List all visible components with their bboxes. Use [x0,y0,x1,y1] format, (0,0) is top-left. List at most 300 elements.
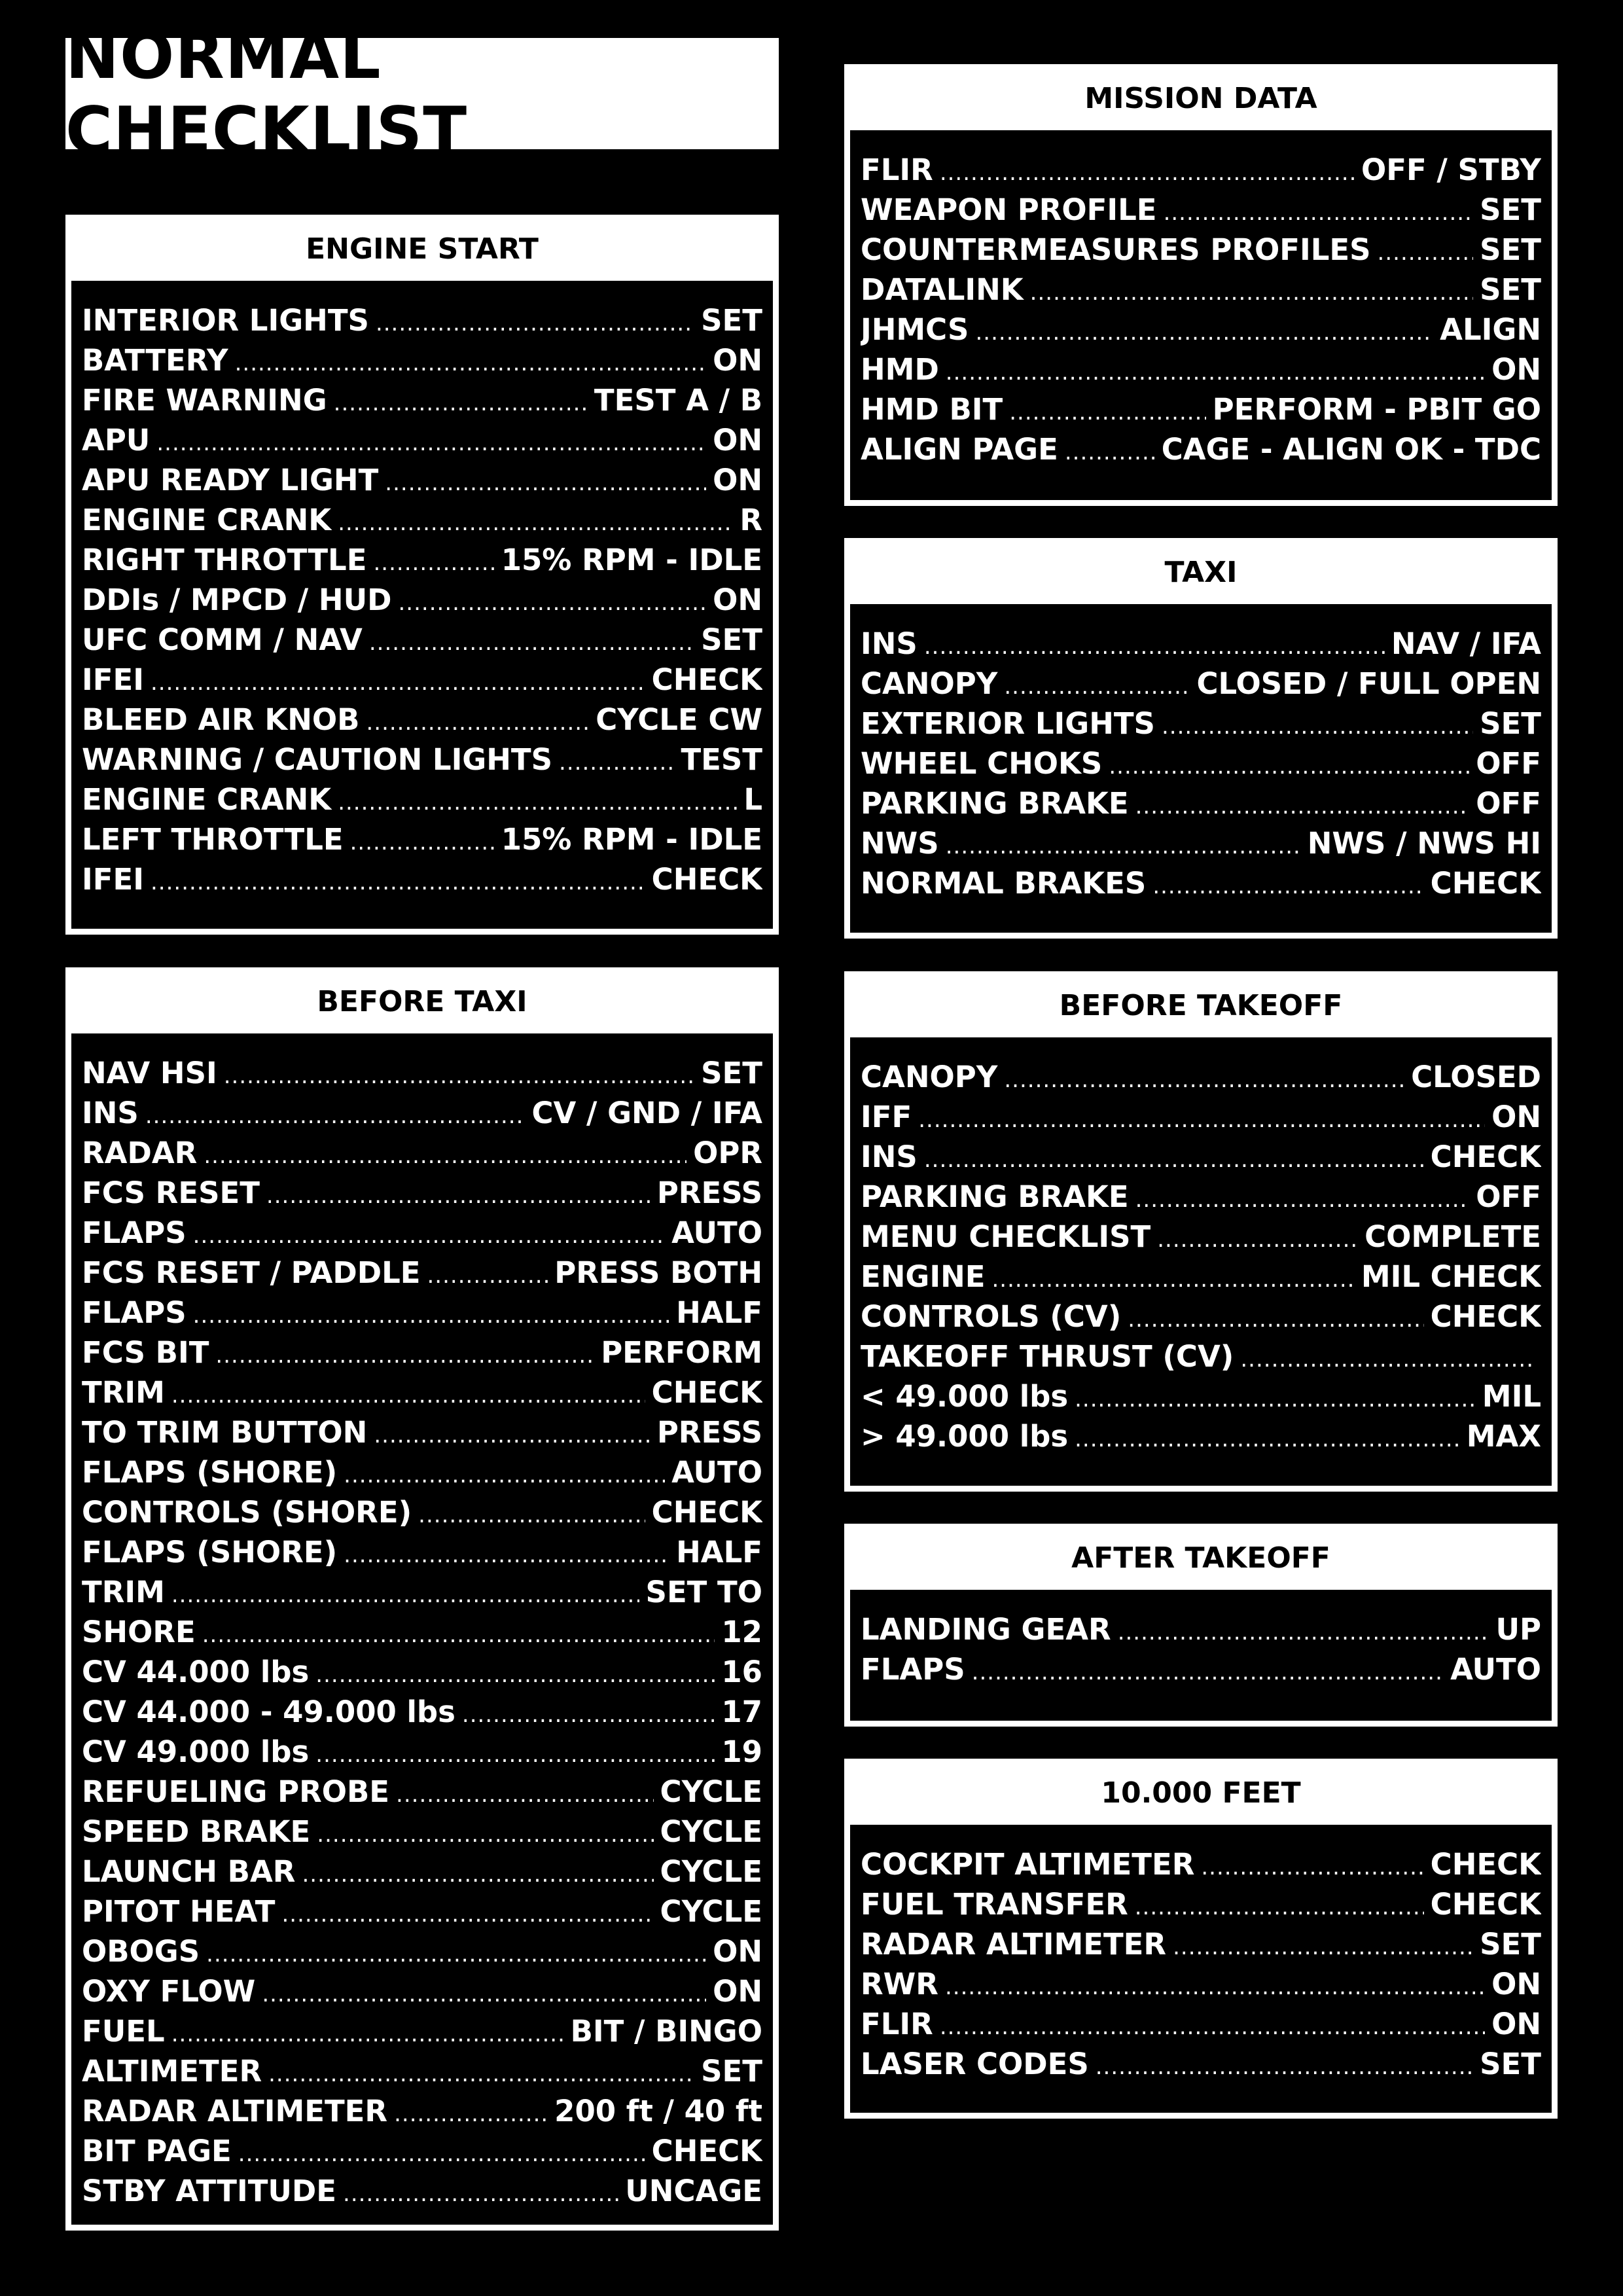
checklist-row [82,300,762,340]
checklist-item-label: INTERIOR LIGHTS [82,303,369,338]
checklist-item-value: ON [1491,2007,1541,2041]
checklist-item-label: OXY FLOW [82,1974,256,2009]
checklist-row [82,1213,762,1253]
dot-leader [281,1895,653,1931]
checklist-row [861,1964,1541,2004]
panel-mission-data [844,64,1558,506]
checklist-item-label: SHORE [82,1615,196,1649]
checklist-body [850,130,1552,500]
checklist-row [861,624,1541,664]
checklist-row [861,1609,1541,1649]
dot-leader [262,1975,706,2011]
checklist-row [861,150,1541,190]
dot-leader [334,384,588,420]
checklist-item-value: MAX [1466,1419,1541,1454]
dot-leader [151,863,645,899]
dot-leader [1164,193,1474,230]
checklist-row [82,1812,762,1852]
checklist-row [82,2131,762,2171]
checklist-item-value: SET [701,1056,762,1090]
dot-leader [338,503,733,540]
checklist-item-label: CONTROLS (SHORE) [82,1495,412,1530]
checklist-item-value: TEST [681,742,762,777]
checklist-item-value: 19 [721,1734,762,1769]
checklist-item-label: NAV HSI [82,1056,217,1090]
checklist-item-value: TEST A / B [594,383,762,418]
checklist-item-value: SET [1480,2047,1541,2081]
checklist-row [82,620,762,660]
checklist-row [861,664,1541,704]
checklist-item-label: CONTROLS (CV) [861,1299,1122,1334]
dot-leader [373,543,494,580]
dot-leader [145,1096,526,1133]
checklist-item-label: FLIR [861,152,933,187]
panel-header: AFTER TAKEOFF [850,1530,1552,1590]
checklist-item-value: ON [1491,352,1541,387]
checklist-item-label: FUEL TRANSFER [861,1887,1128,1922]
checklist-item-label: CANOPY [861,666,998,701]
checklist-item-value: ON [713,1974,762,2009]
checklist-row [861,1137,1541,1177]
checklist-row [861,270,1541,310]
checklist-row [861,1376,1541,1416]
panel-after-takeoff [844,1524,1558,1727]
checklist-row [82,1971,762,2011]
checklist-item-value: CYCLE [660,1894,762,1929]
dot-leader [344,1535,669,1572]
dot-leader [317,1815,653,1852]
checklist-item-value: CHECK [1430,1887,1541,1922]
checklist-item-label: INS [82,1096,139,1130]
dot-leader [1128,1300,1423,1336]
checklist-item-value: ALIGN [1440,312,1541,347]
checklist-item-label: PARKING BRAKE [861,786,1129,821]
panel-before-takeoff [844,971,1558,1492]
checklist-item-value: SET [1480,1927,1541,1962]
checklist-item-label: ALIGN PAGE [861,432,1058,467]
dot-leader [1075,1380,1476,1416]
dot-leader [266,1176,651,1213]
checklist-row [82,340,762,380]
checklist-item-value: MIL [1482,1379,1541,1414]
checklist-item-label: LASER CODES [861,2047,1089,2081]
checklist-row [861,1297,1541,1336]
dot-leader [204,1136,687,1173]
dot-leader [1004,667,1190,704]
checklist-item-value: 16 [721,1655,762,1689]
checklist-row [82,1492,762,1532]
checklist-item-label: FCS RESET [82,1175,260,1210]
checklist-item-value: 200 ft / 40 ft [554,2094,762,2128]
checklist-item-value: ON [713,423,762,457]
checklist-item-label: ALTIMETER [82,2054,262,2089]
checklist-body [71,281,773,929]
checklist-row [82,1892,762,1931]
checklist-item-label: EXTERIOR LIGHTS [861,706,1155,741]
dot-leader [1065,433,1155,469]
checklist-body [850,1825,1552,2113]
checklist-row [861,2044,1541,2084]
checklist-item-label: BLEED AIR KNOB [82,702,360,737]
checklist-item-value: L [743,782,762,817]
checklist-item-value: 15% RPM - IDLE [501,822,762,857]
checklist-row [82,460,762,500]
dot-leader [1135,787,1470,823]
checklist-item-value: ON [713,583,762,617]
dot-leader [975,313,1433,350]
dot-leader [394,2094,548,2131]
checklist-row [82,1333,762,1372]
dot-leader [924,627,1385,664]
dot-leader [991,1260,1354,1297]
checklist-row [861,1336,1541,1376]
checklist-row [861,389,1541,429]
checklist-item-label: FCS RESET / PADDLE [82,1255,421,1290]
dot-leader [369,623,694,660]
checklist-row [82,2011,762,2051]
checklist-item-label: NWS [861,826,939,861]
checklist-row [82,580,762,620]
dot-leader [1030,273,1473,310]
checklist-item-label: IFF [861,1100,912,1134]
checklist-item-value: 17 [721,1695,762,1729]
checklist-item-value: SET TO [645,1575,762,1609]
dot-leader [1162,707,1473,744]
checklist-row [861,429,1541,469]
checklist-item-label: IFEI [82,862,144,897]
checklist-row [82,1412,762,1452]
checklist-item-value: CAGE - ALIGN OK - TDC [1161,432,1541,467]
checklist-row [82,1452,762,1492]
checklist-item-value: PERFORM - PBIT GO [1212,392,1541,427]
checklist-item-label: ENGINE CRANK [82,782,332,817]
checklist-row [82,1173,762,1213]
checklist-item-value: OFF [1476,746,1541,781]
checklist-item-value: CHECK [651,1375,762,1410]
checklist-item-label: RIGHT THROTTLE [82,543,367,577]
checklist-item-label: FIRE WARNING [82,383,327,418]
checklist-item-label: JHMCS [861,312,969,347]
checklist-item-label: NORMAL BRAKES [861,866,1147,901]
checklist-item-value: CHECK [1430,1139,1541,1174]
dot-leader [376,304,694,340]
checklist-item-label: ENGINE [861,1259,986,1294]
checklist-item-value: HALF [676,1535,762,1570]
checklist-item-value: CHECK [1430,1299,1541,1334]
checklist-body [850,1037,1552,1486]
checklist-item-value: CHECK [651,2134,762,2168]
checklist-item-value: HALF [676,1295,762,1330]
dot-leader [374,1416,650,1452]
checklist-item-label: COCKPIT ALTIMETER [861,1847,1195,1882]
checklist-item-value: CHECK [1430,866,1541,901]
checklist-row [82,1253,762,1293]
dot-leader [1135,1888,1424,1924]
checklist-item-label: RWR [861,1967,938,2001]
checklist-item-label: FLIR [861,2007,933,2041]
checklist-item-label: DDIs / MPCD / HUD [82,583,392,617]
checklist-row [861,704,1541,744]
checklist-item-label: RADAR ALTIMETER [861,1927,1167,1962]
panel-header: BEFORE TAKEOFF [850,977,1552,1037]
checklist-item-value: SET [701,622,762,657]
dot-leader [396,1775,654,1812]
checklist-item-label: WEAPON PROFILE [861,192,1157,227]
dot-leader [1152,867,1423,903]
dot-leader [1118,1613,1489,1649]
dot-leader [385,463,706,500]
dot-leader [1135,1180,1470,1217]
checklist-item-value: CYCLE [660,1814,762,1849]
checklist-item-value: SET [1480,272,1541,307]
checklist-item-label: OBOGS [82,1934,200,1969]
checklist-item-value: CHECK [1430,1847,1541,1882]
dot-leader [171,2015,564,2051]
checklist-item-label: PITOT HEAT [82,1894,276,1929]
dot-leader [315,1735,715,1772]
dot-leader [945,1967,1485,2004]
dot-leader [338,783,737,819]
checklist-item-value: CYCLE [660,1854,762,1889]
checklist-row [82,740,762,780]
checklist-item-value: OPR [693,1136,762,1170]
checklist-item-label: TAKEOFF THRUST (CV) [861,1339,1234,1374]
checklist-item-value: ON [713,343,762,378]
checklist-row [82,1133,762,1173]
dot-leader [350,823,495,859]
dot-leader [1157,1220,1358,1257]
dot-leader [940,2007,1485,2044]
checklist-item-value: PRESS [656,1175,762,1210]
dot-leader [1240,1340,1535,1376]
dot-leader [559,743,674,780]
checklist-row [82,1732,762,1772]
dot-leader [344,1456,665,1492]
checklist-item-value: CHECK [651,662,762,697]
checklist-item-value: SET [1480,706,1541,741]
panel-taxi [844,538,1558,939]
dot-leader [946,827,1301,863]
checklist-item-value: SET [1480,232,1541,267]
checklist-row [861,2004,1541,2044]
checklist-row [861,1177,1541,1217]
dot-leader [918,1100,1485,1137]
checklist-item-value: PRESS BOTH [554,1255,762,1290]
checklist-item-value: SET [701,2054,762,2089]
checklist-row [82,380,762,420]
checklist-item-value: OFF [1476,1179,1541,1214]
dot-leader [268,2054,694,2091]
checklist-item-label: LEFT THROTTLE [82,822,344,857]
checklist-body [850,1590,1552,1721]
checklist-row [82,1532,762,1572]
panel-10000-feet [844,1759,1558,2119]
dot-leader [343,2174,618,2211]
checklist-item-label: < 49.000 lbs [861,1379,1069,1414]
checklist-item-label: CV 44.000 lbs [82,1655,310,1689]
checklist-row [82,1931,762,1971]
checklist-row [861,1649,1541,1689]
checklist-item-label: > 49.000 lbs [861,1419,1069,1454]
checklist-item-label: UFC COMM / NAV [82,622,363,657]
checklist-item-value: COMPLETE [1364,1219,1541,1254]
checklist-row [82,1772,762,1812]
checklist-item-label: HMD [861,352,939,387]
checklist-row [82,1612,762,1652]
checklist-item-value: NAV / IFA [1391,626,1541,661]
checklist-item-label: FLAPS (SHORE) [82,1535,338,1570]
dot-leader [193,1216,665,1253]
dot-leader [946,353,1485,389]
checklist-item-label: CV 44.000 - 49.000 lbs [82,1695,455,1729]
dot-leader [972,1653,1444,1689]
dot-leader [206,1935,706,1971]
dot-leader [151,663,645,700]
checklist-item-value: CHECK [651,862,762,897]
checklist-item-value: OFF / STBY [1361,152,1541,187]
checklist-row [82,1053,762,1093]
checklist-item-label: FLAPS [82,1215,187,1250]
checklist-item-label: APU READY LIGHT [82,463,379,497]
checklist-item-label: SPEED BRAKE [82,1814,311,1849]
checklist-item-label: FUEL [82,2014,165,2049]
checklist-item-value: UP [1495,1612,1541,1647]
checklist-item-label: FCS BIT [82,1335,209,1370]
checklist-row [82,1652,762,1692]
dot-leader [171,1376,645,1412]
checklist-item-label: CV 49.000 lbs [82,1734,310,1769]
checklist-item-value: CYCLE CW [596,702,762,737]
checklist-row [82,2091,762,2131]
checklist-item-label: BIT PAGE [82,2134,232,2168]
page-title: NORMAL CHECKLIST [65,38,779,149]
checklist-item-value: CYCLE [660,1774,762,1809]
checklist-row [82,540,762,580]
checklist-item-label: FLAPS [82,1295,187,1330]
dot-leader [171,1575,639,1612]
dot-leader [1378,233,1474,270]
dot-leader [235,344,707,380]
checklist-item-label: IFEI [82,662,144,697]
panel-header: ENGINE START [71,221,773,281]
checklist-row [82,500,762,540]
checklist-item-label: INS [861,626,918,661]
checklist-item-label: DATALINK [861,272,1024,307]
checklist-row [861,863,1541,903]
panel-engine-start [65,215,779,935]
checklist-item-value: AUTO [671,1215,762,1250]
dot-leader [202,1615,715,1652]
dot-leader [315,1655,715,1692]
checklist-item-value: SET [1480,192,1541,227]
dot-leader [302,1855,653,1892]
checklist-item-value: ON [713,1934,762,1969]
checklist-row [861,1884,1541,1924]
checklist-row [861,230,1541,270]
checklist-item-label: STBY ATTITUDE [82,2174,337,2208]
checklist-item-value: PERFORM [601,1335,762,1370]
checklist-item-value: ON [713,463,762,497]
checklist-item-label: TRIM [82,1575,165,1609]
checklist-row [82,1293,762,1333]
dot-leader [215,1336,594,1372]
dot-leader [156,423,706,460]
checklist-item-value: CLOSED / FULL OPEN [1196,666,1541,701]
checklist-item-label: LANDING GEAR [861,1612,1111,1647]
dot-leader [193,1296,669,1333]
checklist-row [861,190,1541,230]
checklist-row [82,1372,762,1412]
checklist-item-label: REFUELING PROBE [82,1774,390,1809]
checklist-item-label: BATTERY [82,343,228,378]
dot-leader [1096,2047,1473,2084]
dot-leader [462,1695,715,1732]
checklist-item-value: AUTO [671,1455,762,1490]
dot-leader [427,1256,548,1293]
checklist-row [861,1257,1541,1297]
checklist-item-label: HMD BIT [861,392,1003,427]
checklist-item-value: PRESS [656,1415,762,1450]
checklist-row [861,823,1541,863]
dot-leader [1109,747,1469,783]
dot-leader [398,583,706,620]
checklist-item-value: BIT / BINGO [570,2014,762,2049]
checklist-row [82,1572,762,1612]
checklist-row [82,1093,762,1133]
dot-leader [418,1496,645,1532]
checklist-item-value: 12 [721,1615,762,1649]
checklist-item-value: CLOSED [1411,1060,1541,1094]
checklist-row [82,700,762,740]
checklist-item-value: SET [701,303,762,338]
checklist-item-value: OFF [1476,786,1541,821]
checklist-item-value: MIL CHECK [1361,1259,1541,1294]
panel-header: 10.000 FEET [850,1765,1552,1825]
checklist-row [82,819,762,859]
checklist-item-value: R [740,503,762,537]
checklist-item-label: RADAR [82,1136,198,1170]
dot-leader [1009,393,1205,429]
checklist-row [82,1852,762,1892]
panel-header: MISSION DATA [850,70,1552,130]
checklist-item-label: PARKING BRAKE [861,1179,1129,1214]
dot-leader [1075,1420,1460,1456]
dot-leader [238,2134,645,2171]
checklist-row [861,310,1541,350]
checklist-item-value: CHECK [651,1495,762,1530]
checklist-body [71,1033,773,2225]
checklist-item-label: INS [861,1139,918,1174]
panel-header: TAXI [850,544,1552,604]
checklist-row [82,660,762,700]
checklist-row [82,420,762,460]
dot-leader [924,1140,1424,1177]
checklist-item-label: TRIM [82,1375,165,1410]
checklist-item-value: UNCAGE [625,2174,762,2208]
checklist-row [861,350,1541,389]
checklist-item-label: CANOPY [861,1060,998,1094]
checklist-item-value: 15% RPM - IDLE [501,543,762,577]
checklist-body [850,604,1552,933]
checklist-item-value: CV / GND / IFA [531,1096,762,1130]
dot-leader [1201,1848,1423,1884]
dot-leader [1173,1928,1473,1964]
checklist-row [82,1692,762,1732]
checklist-item-label: RADAR ALTIMETER [82,2094,388,2128]
checklist-row [861,744,1541,783]
checklist-row [861,1924,1541,1964]
panel-before-taxi [65,967,779,2231]
